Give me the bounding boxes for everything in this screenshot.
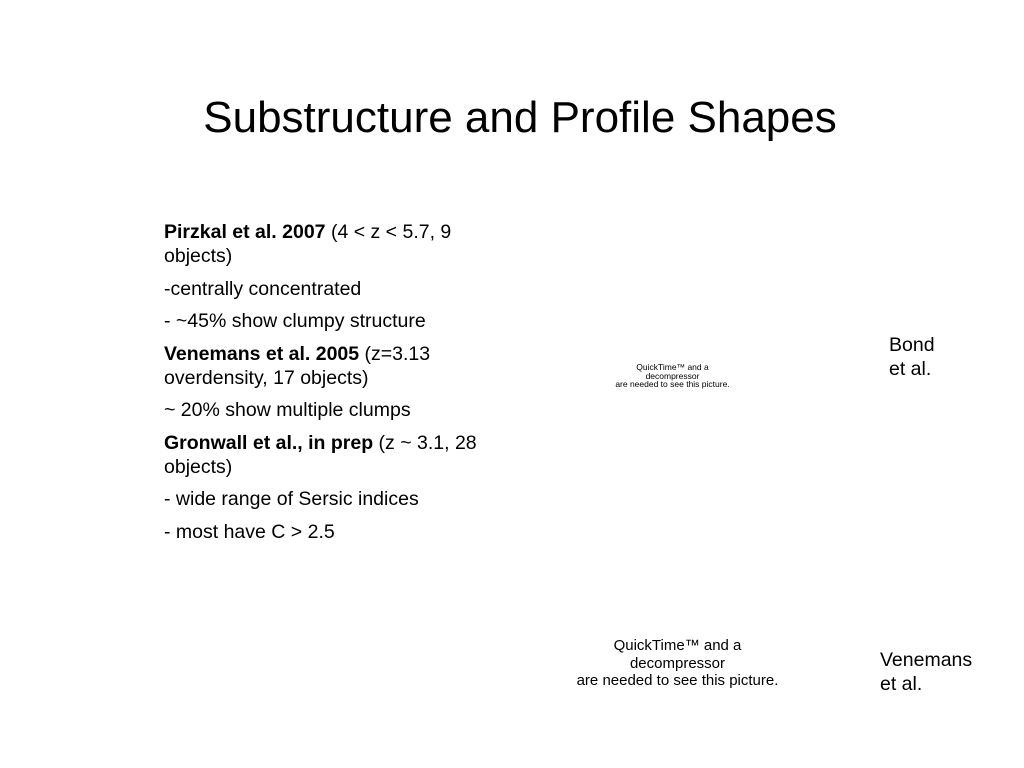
placeholder-line: decompressor <box>645 370 700 381</box>
reference-gronwall: Gronwall et al., in prep <box>164 431 374 454</box>
image-placeholder-bond <box>600 363 745 389</box>
bullet-list <box>164 220 484 552</box>
image-placeholder-venemans <box>550 637 805 690</box>
bullet-pirzkal <box>164 220 484 268</box>
bullet-venemans-detail: (z=3.13 overdensity, 17 objects) <box>164 342 431 389</box>
bullet-gronwall-detail: (z ~ 3.1, 28 objects) <box>164 431 477 478</box>
reference-venemans: Venemans et al. 2005 <box>164 342 360 365</box>
bullet-clumpy-structure: - ~45% show clumpy structure <box>164 310 426 332</box>
caption-line: et al. <box>889 358 932 380</box>
bullet-sersic-indices: - wide range of Sersic indices <box>164 488 419 510</box>
bullet-multiple-clumps: ~ 20% show multiple clumps <box>164 399 411 421</box>
slide-title: Substructure and Profile Shapes <box>203 93 837 142</box>
bullet-centrally-concentrated: -centrally concentrated <box>164 277 362 300</box>
placeholder-line: decompressor <box>629 654 726 672</box>
caption-line: Bond <box>889 334 935 356</box>
bullet-concentration: - most have C > 2.5 <box>164 520 335 543</box>
placeholder-line: QuickTime™ and a <box>636 362 709 372</box>
placeholder-line: QuickTime™ and a <box>613 637 742 654</box>
bullet-pirzkal-detail: (4 < z < 5.7, 9 objects) <box>164 221 452 267</box>
caption-bond <box>889 333 935 381</box>
caption-line: et al. <box>880 673 923 695</box>
placeholder-line: are needed to see this picture. <box>576 672 779 689</box>
placeholder-line: are needed to see this picture. <box>615 379 730 389</box>
reference-pirzkal: Pirzkal et al. 2007 <box>164 221 326 243</box>
bullet-gronwall <box>164 431 484 479</box>
caption-venemans <box>880 648 972 696</box>
bullet-venemans <box>164 342 484 390</box>
caption-line: Venemans <box>880 649 973 671</box>
